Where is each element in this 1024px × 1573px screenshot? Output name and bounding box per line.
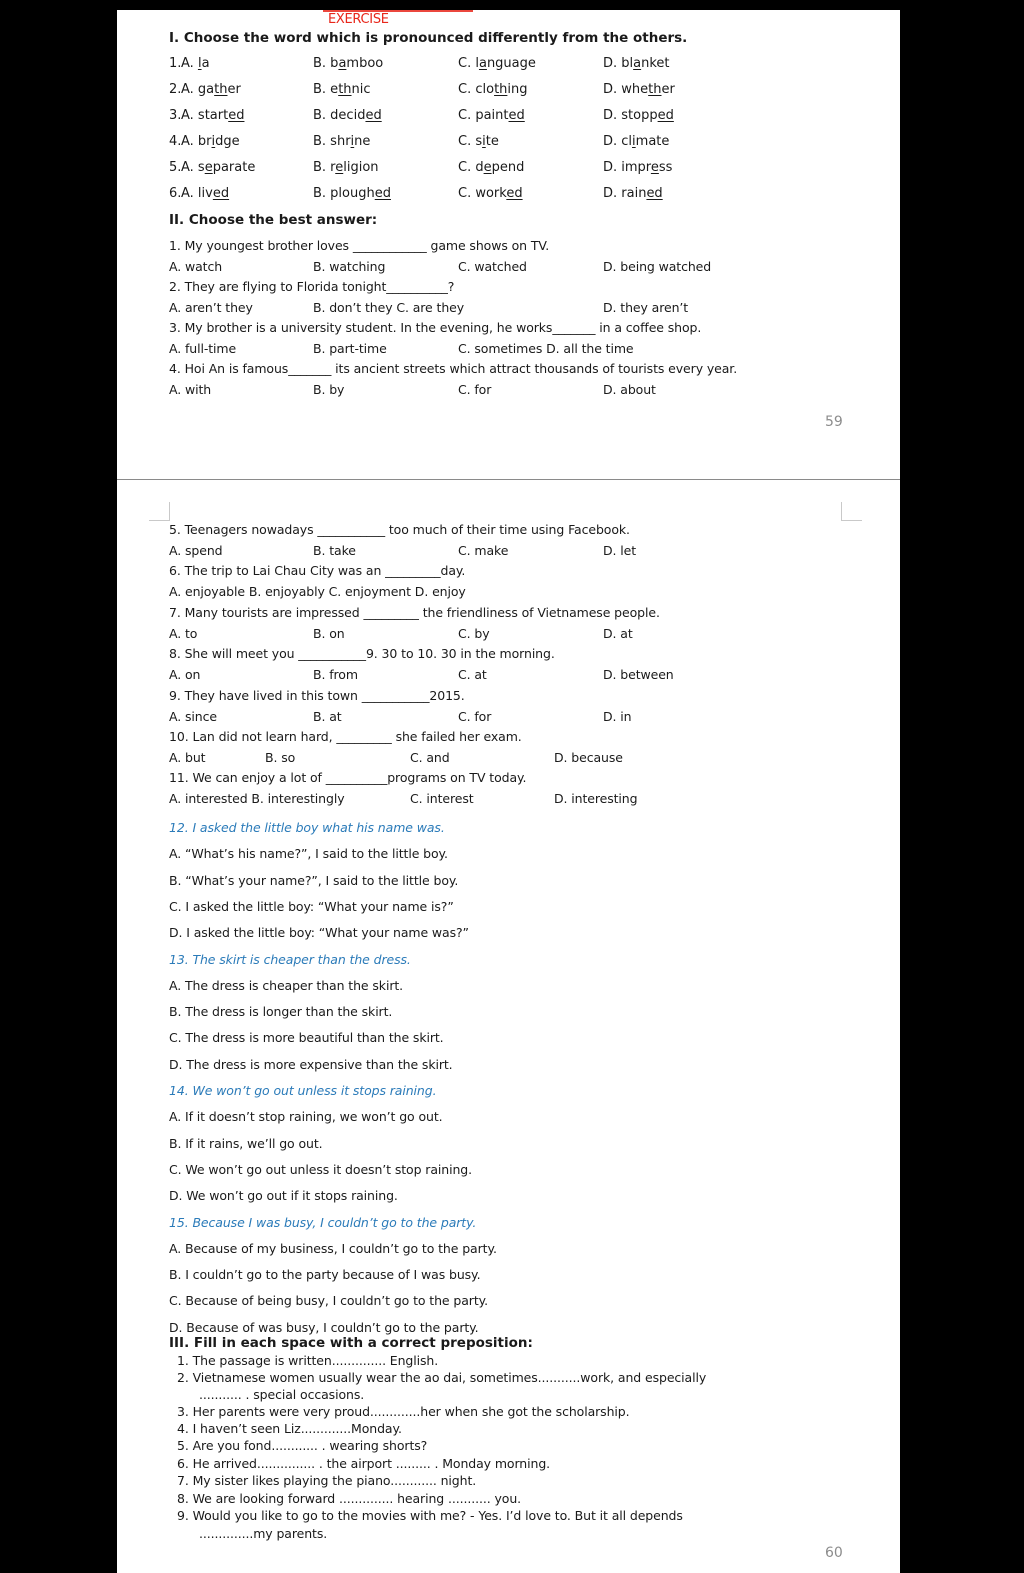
answer-option-d: D. between	[603, 667, 674, 683]
option-text: C. paint	[458, 108, 509, 123]
rewrite-option: C. I asked the little boy: “What your name is?”	[169, 898, 454, 914]
option-c	[458, 56, 536, 72]
option-a	[181, 82, 241, 98]
rewrite-question: 12. I asked the little boy what his name was.	[169, 820, 445, 835]
answer-option-c: C. by	[458, 625, 490, 641]
worksheet-page-60	[117, 480, 900, 1573]
answer-option-a: A. watch	[169, 259, 223, 274]
answer-option-a: A. interested B. interestingly	[169, 791, 345, 807]
underlined-sound: e	[483, 160, 492, 175]
option-text: B. decid	[313, 108, 366, 123]
option-b	[313, 82, 371, 98]
option-text: mboo	[346, 56, 384, 71]
option-text: B. plough	[313, 186, 375, 201]
option-d	[603, 186, 663, 202]
underlined-sound: th	[648, 82, 662, 97]
rewrite-option: D. Because of was busy, I couldn’t go to the party.	[169, 1319, 479, 1335]
answer-option-b: B. on	[313, 625, 345, 641]
option-d	[603, 56, 670, 72]
option-text: D. whe	[603, 82, 649, 97]
option-text: C. work	[458, 186, 507, 201]
option-a	[181, 134, 240, 150]
option-text: C. s	[458, 134, 483, 149]
option-c	[458, 134, 499, 150]
rewrite-option: A. The dress is cheaper than the skirt.	[169, 977, 404, 993]
underlined-sound: ed	[212, 186, 230, 201]
rewrite-option: D. The dress is more expensive than the skirt.	[169, 1056, 453, 1072]
answer-option-d: D. about	[603, 382, 656, 397]
rewrite-option: B. If it rains, we’ll go out.	[169, 1135, 323, 1151]
option-text: nic	[351, 82, 371, 97]
answer-option-d: D. they aren’t	[603, 300, 689, 315]
underlined-sound: i	[350, 134, 355, 149]
option-c	[458, 186, 523, 202]
fill-in-line: 1. The passage is written.............. English.	[177, 1353, 439, 1368]
option-text: B. e	[313, 82, 339, 97]
option-text: nket	[641, 56, 670, 71]
answer-option-c: C. watched	[458, 259, 527, 274]
option-text: er	[661, 82, 675, 97]
underlined-sound: ed	[508, 108, 525, 123]
answer-option-a: A. on	[169, 667, 201, 683]
option-text: er	[227, 82, 241, 97]
rewrite-option: C. We won’t go out unless it doesn’t stop raining.	[169, 1161, 472, 1177]
worksheet-page-59	[117, 10, 900, 479]
option-text: D. stopp	[603, 108, 658, 123]
underlined-sound: e	[650, 160, 659, 175]
underlined-sound: e	[204, 160, 213, 175]
option-text: B. shr	[313, 134, 351, 149]
question-stem: 4. Hoi An is famous_______ its ancient streets which attract thousands of tourists every year.	[169, 361, 738, 376]
option-d	[603, 134, 669, 150]
fill-in-line: ........... . special occasions.	[199, 1387, 365, 1402]
answer-option-a: A. aren’t they	[169, 300, 253, 315]
answer-option-d: D. at	[603, 625, 633, 641]
crop-mark-right	[841, 502, 862, 521]
rewrite-option: A. “What’s his name?”, I said to the little boy.	[169, 846, 448, 862]
option-text: a	[201, 56, 210, 71]
question-stem: 7. Many tourists are impressed _________ the friendliness of Vietnamese people.	[169, 604, 660, 620]
question-number: 2.	[169, 82, 182, 97]
section-1-heading: I. Choose the word which is pronounced differently from the others.	[169, 30, 688, 46]
underlined-sound: ed	[657, 108, 674, 123]
fill-in-line: 8. We are looking forward .............. hearing ........... you.	[177, 1491, 522, 1506]
option-text: C. l	[458, 56, 479, 71]
answer-option-d: D. because	[554, 750, 623, 765]
fill-in-line: 4. I haven’t seen Liz.............Monday.	[177, 1421, 402, 1436]
fill-in-line: 2. Vietnamese women usually wear the ao dai, sometimes...........work, and especially	[177, 1370, 707, 1385]
option-text: nguage	[486, 56, 536, 71]
answer-option-b: B. from	[313, 667, 358, 683]
answer-option-c: C. make	[458, 543, 509, 558]
fill-in-line: 5. Are you fond............ . wearing shorts?	[177, 1438, 428, 1453]
option-text: C. d	[458, 160, 484, 175]
answer-option-b: B. by	[313, 382, 345, 397]
underlined-sound: th	[494, 82, 508, 97]
option-text: mate	[635, 134, 670, 149]
question-stem: 2. They are flying to Florida tonight__________?	[169, 279, 455, 294]
option-text: parate	[212, 160, 256, 175]
option-text: ne	[354, 134, 371, 149]
underlined-sound: ed	[646, 186, 663, 201]
underlined-sound: ed	[228, 108, 245, 123]
answer-option-c: C. for	[458, 708, 492, 724]
underlined-sound: ed	[374, 186, 391, 201]
question-number: 5.	[169, 160, 182, 175]
answer-option-b: B. watching	[313, 259, 386, 274]
page-number: 59	[825, 414, 843, 430]
underlined-sound: ed	[506, 186, 523, 201]
underlined-sound: i	[482, 134, 486, 149]
underlined-sound: l	[197, 56, 202, 71]
option-text: ligion	[343, 160, 379, 175]
underlined-sound: th	[338, 82, 352, 97]
answer-option-c: C. sometimes D. all the time	[458, 341, 634, 356]
option-text: A. s	[181, 160, 205, 175]
answer-option-d: D. let	[603, 543, 637, 558]
question-number: 4.	[169, 134, 182, 149]
option-text: dge	[215, 134, 240, 149]
answer-option-a: A. full-time	[169, 341, 237, 356]
section-3-heading: III. Fill in each space with a correct preposition:	[169, 1335, 533, 1351]
answer-option-a: A. to	[169, 625, 198, 641]
rewrite-option: A. If it doesn’t stop raining, we won’t go out.	[169, 1109, 443, 1125]
fill-in-line: 7. My sister likes playing the piano............ night.	[177, 1473, 477, 1488]
option-text: A. liv	[181, 186, 213, 201]
rewrite-option: B. The dress is longer than the skirt.	[169, 1004, 393, 1020]
option-text: D. impr	[603, 160, 651, 175]
answer-option-c: C. interest	[410, 791, 474, 807]
option-text: A. start	[181, 108, 229, 123]
option-c	[458, 160, 524, 176]
question-stem: 5. Teenagers nowadays ___________ too much of their time using Facebook.	[169, 522, 630, 537]
rewrite-option: A. Because of my business, I couldn’t go to the party.	[169, 1240, 497, 1256]
option-a	[181, 56, 210, 72]
rewrite-question: 14. We won’t go out unless it stops raining.	[169, 1083, 437, 1098]
option-b	[313, 108, 382, 124]
question-number: 6.	[169, 186, 182, 201]
rewrite-option: D. We won’t go out if it stops raining.	[169, 1188, 398, 1204]
option-text: ing	[507, 82, 528, 97]
answer-option-b: B. part-time	[313, 341, 387, 356]
underlined-sound: a	[633, 56, 642, 71]
underlined-sound: i	[632, 134, 636, 149]
fill-in-line: 3. Her parents were very proud.............her when she got the scholarship.	[177, 1404, 630, 1419]
rewrite-question: 15. Because I was busy, I couldn’t go to the party.	[169, 1214, 477, 1230]
answer-option-b: B. at	[313, 708, 342, 724]
answer-option-a: A. but	[169, 750, 206, 765]
answer-option-b: B. take	[313, 543, 356, 558]
underlined-sound: e	[335, 160, 344, 175]
option-text: ss	[658, 160, 673, 175]
rewrite-question: 13. The skirt is cheaper than the dress.	[169, 951, 411, 967]
question-number: 3.	[169, 108, 182, 123]
underlined-sound: a	[338, 56, 347, 71]
answer-option-a: A. spend	[169, 543, 223, 558]
answer-option-a: A. since	[169, 708, 217, 724]
option-d	[603, 160, 672, 176]
answer-option-c: C. for	[458, 382, 492, 397]
option-text: D. bl	[603, 56, 634, 71]
question-stem: 8. She will meet you ___________9. 30 to 10. 30 in the morning.	[169, 646, 555, 662]
option-d	[603, 82, 675, 98]
underlined-sound: th	[214, 82, 228, 97]
answer-option-a: A. enjoyable B. enjoyably C. enjoyment D. enjoy	[169, 584, 466, 600]
answer-option-c: C. at	[458, 667, 487, 683]
section-2-heading: II. Choose the best answer:	[169, 212, 378, 228]
underlined-sound: i	[211, 134, 216, 149]
answer-option-a: A. with	[169, 382, 212, 397]
option-text: B. b	[313, 56, 339, 71]
option-text: A. ga	[181, 82, 215, 97]
question-stem: 1. My youngest brother loves ____________ game shows on TV.	[169, 238, 550, 253]
question-stem: 11. We can enjoy a lot of __________programs on TV today.	[169, 770, 527, 786]
answer-option-b: B. so	[265, 750, 296, 765]
rewrite-option: B. “What’s your name?”, I said to the little boy.	[169, 872, 459, 888]
option-b	[313, 186, 391, 202]
answer-option-d: D. interesting	[554, 791, 638, 807]
answer-option-d: D. in	[603, 708, 632, 724]
option-b	[313, 56, 383, 72]
answer-option-c: C. and	[410, 750, 450, 765]
crop-mark-left	[149, 502, 170, 521]
option-d	[603, 108, 674, 124]
option-text: A. br	[181, 134, 212, 149]
option-b	[313, 134, 370, 150]
answer-option-d: D. being watched	[603, 259, 712, 274]
option-a	[181, 108, 244, 124]
option-text: te	[485, 134, 499, 149]
page-number: 60	[825, 1545, 843, 1561]
rewrite-option: B. I couldn’t go to the party because of I was busy.	[169, 1267, 481, 1283]
underlined-sound: ed	[365, 108, 382, 123]
fill-in-line: 6. He arrived............... . the airport ......... . Monday morning.	[177, 1456, 551, 1471]
question-stem: 10. Lan did not learn hard, _________ she failed her exam.	[169, 729, 522, 744]
option-text: A.	[181, 56, 198, 71]
rewrite-option: C. The dress is more beautiful than the skirt.	[169, 1030, 444, 1046]
fill-in-line: ..............my parents.	[199, 1526, 328, 1541]
option-text: D. cl	[603, 134, 633, 149]
answer-option-b: B. don’t they C. are they	[313, 300, 465, 315]
option-a	[181, 160, 255, 176]
option-text: D. rain	[603, 186, 647, 201]
option-c	[458, 108, 525, 124]
option-text: C. clo	[458, 82, 495, 97]
question-stem: 6. The trip to Lai Chau City was an _________day.	[169, 563, 466, 579]
exercise-title: EXERCISE	[328, 12, 389, 27]
underlined-sound: a	[478, 56, 487, 71]
option-c	[458, 82, 528, 98]
option-text: B. r	[313, 160, 336, 175]
fill-in-line: 9. Would you like to go to the movies with me? - Yes. I’d love to. But it all depends	[177, 1508, 683, 1523]
rewrite-option: D. I asked the little boy: “What your name was?”	[169, 925, 469, 941]
question-stem: 3. My brother is a university student. In the evening, he works_______ in a coffee shop.	[169, 320, 702, 335]
option-b	[313, 160, 379, 176]
question-number: 1.	[169, 56, 182, 71]
option-text: pend	[491, 160, 525, 175]
option-a	[181, 186, 229, 202]
question-stem: 9. They have lived in this town ___________2015.	[169, 687, 465, 703]
rewrite-option: C. Because of being busy, I couldn’t go to the party.	[169, 1293, 489, 1309]
